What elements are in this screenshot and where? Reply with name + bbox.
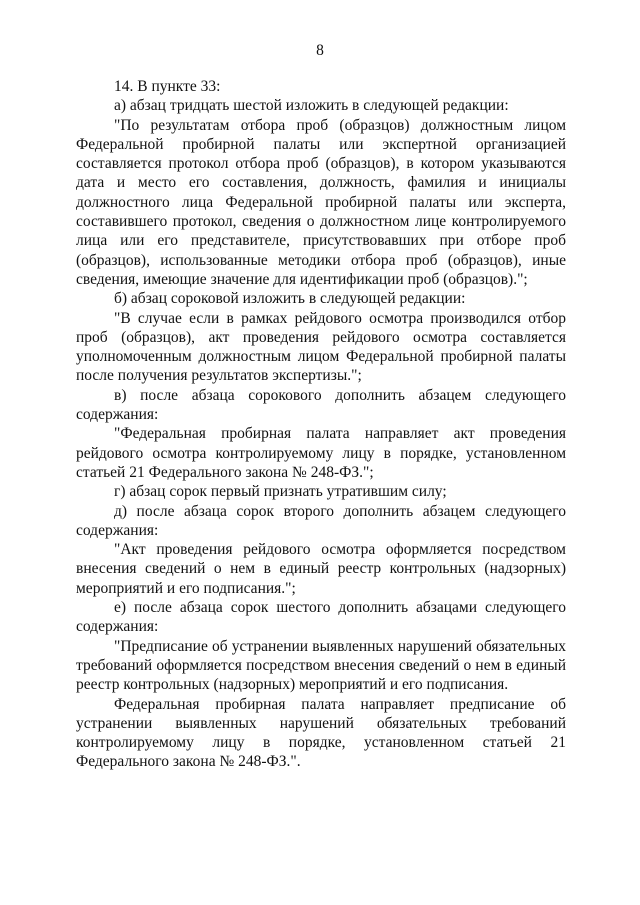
subitem-v: в) после абзаца сорокового дополнить абзацем следующего содержания: bbox=[76, 386, 566, 424]
quoted-paragraph: "Акт проведения рейдового осмотра оформляется посредством внесения сведений о нем в единый реестр контрольных (надзорных) мероприятий и его подписания."; bbox=[76, 541, 566, 597]
quoted-paragraph: "По результатам отбора проб (образцов) должностным лицом Федеральной пробирной палаты или экспертной организацией составляется протокол отбора проб (образцов), в котором указываются дата и место его составления, должность, фамилия и инициалы должностного лица Федеральной пробирной палаты или эксперта, составившего протокол, сведения о должностном лице контролируемого лица или его представителе, присутствовавших при отборе проб (образцов), использованные методики отбора проб (образцов), иные сведения, имеющие значение для идентификации проб (образцов)."; bbox=[76, 116, 566, 288]
item-heading: 14. В пункте 33: bbox=[114, 78, 221, 95]
subitem-d: д) после абзаца сорок второго дополнить абзацем следующего содержания: bbox=[76, 502, 566, 539]
subitem-g: г) абзац сорок первый признать утратившим силу; bbox=[114, 483, 447, 501]
subitem-e: е) после абзаца сорок шестого дополнить абзацами следующего содержания: bbox=[76, 599, 566, 636]
page-number: 8 bbox=[316, 42, 324, 59]
quoted-paragraph: "Предписание об устранении выявленных нарушений обязательных требований оформляется посредством внесения сведений о нем в единый реестр контрольных (надзорных) мероприятий и его подписания. bbox=[76, 637, 566, 694]
subitem-a: а) абзац тридцать шестой изложить в следующей редакции: bbox=[114, 97, 509, 115]
quoted-paragraph: "Федеральная пробирная палата направляет акт проведения рейдового осмотра контролируемому лицу в порядке, установленном статьей 21 Федерального закона № 248-ФЗ."; bbox=[76, 425, 566, 481]
quoted-paragraph: "В случае если в рамках рейдового осмотра производился отбор проб (образцов), акт проведения рейдового осмотра составляется уполномоченным должностным лицом Федеральной пробирной палаты после получения результатов экспертизы."; bbox=[76, 309, 566, 385]
subitem-b: б) абзац сороковой изложить в следующей редакции: bbox=[114, 290, 466, 308]
document-body bbox=[76, 77, 566, 772]
quoted-paragraph: Федеральная пробирная палата направляет предписание об устранении выявленных нарушений обязательных требований контролируемому лицу в порядке, установленном статьей 21 Федерального закона № 248-ФЗ.". bbox=[76, 695, 566, 771]
